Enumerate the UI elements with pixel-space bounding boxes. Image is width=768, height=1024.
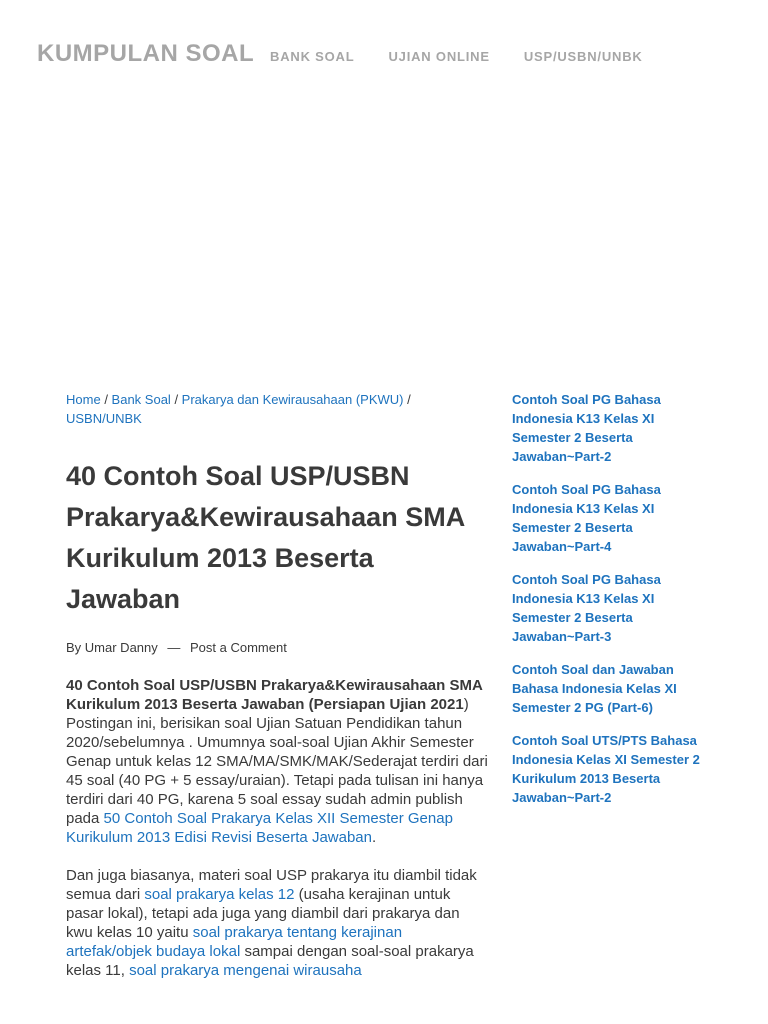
paragraph-text: Dan juga biasanya, materi soal USP prakarya itu diambil tidak semua dari [66,867,477,903]
sidebar-post-link[interactable]: Contoh Soal PG Bahasa Indonesia K13 Kelas XI Semester 2 Beserta Jawaban~Part-2 [512,392,661,464]
link-soal-wirausaha[interactable]: soal prakarya mengenai wirausaha [129,962,362,979]
nav-item-usp-usbn-unbk[interactable]: USP/USBN/UNBK [523,49,643,64]
breadcrumb-home[interactable]: Home [66,392,101,407]
main-nav [270,49,677,64]
breadcrumb [66,390,490,428]
breadcrumb-separator: / [104,392,112,407]
meta-by-label: By [66,640,85,655]
breadcrumb-separator: / [407,392,411,407]
article-body [66,676,490,980]
sidebar-post-link[interactable]: Contoh Soal UTS/PTS Bahasa Indonesia Kelas XI Semester 2 Kurikulum 2013 Beserta Jawaban~Part-2 [512,733,700,805]
breadcrumb-usbn-unbk[interactable]: USBN/UNBK [66,411,142,426]
paragraph-end: . [371,829,377,846]
post-comment-link[interactable]: Post a Comment [190,640,287,655]
ad-space [0,112,768,374]
main-content [66,390,490,999]
nav-item-ujian-online[interactable]: UJIAN ONLINE [388,49,490,64]
sidebar-post-link[interactable]: Contoh Soal PG Bahasa Indonesia K13 Kelas XI Semester 2 Beserta Jawaban~Part-3 [512,572,661,644]
breadcrumb-bank-soal[interactable]: Bank Soal [111,392,171,407]
site-title-link[interactable]: KUMPULAN SOAL [37,40,255,67]
link-soal-kelas-12[interactable]: soal prakarya kelas 12 [144,886,295,903]
related-post-link[interactable]: 50 Contoh Soal Prakarya Kelas XII Semester Genap Kurikulum 2013 Edisi Revisi Beserta Jawaban [66,810,453,846]
article-title: 40 Contoh Soal USP/USBN Prakarya&Kewirausahaan SMA Kurikulum 2013 Beserta Jawaban [66,461,465,614]
breadcrumb-separator: / [174,392,182,407]
paragraph-text: (usaha kerajinan untuk pasar lokal), tetapi ada juga yang diambil dari prakarya dan kwu kelas 10 yaitu [66,886,460,941]
article-meta [66,640,490,655]
author-link[interactable]: Umar Danny [84,640,158,655]
paragraph-text: Postingan ini, berisikan soal Ujian Satuan Pendidikan tahun 2020/sebelumnya . Umumnya soal-soal Ujian Akhir Semester Genap untuk kelas 12 SMA/MA/SMK/MAK/Sederajat terdiri dari 45 soal (40 PG + 5 essay/uraian). Tetapi pada tulisan ini hanya terdiri dari 40 PG, karena 5 soal essay sudah admin publish pada [66,715,488,827]
paragraph-text: sampai dengan soal-soal prakarya kelas 11, [66,943,474,979]
sidebar-post-link[interactable]: Contoh Soal dan Jawaban Bahasa Indonesia Kelas XI Semester 2 PG (Part-6) [512,662,677,715]
intro-bold-text: 40 Contoh Soal USP/USBN Prakarya&Kewirausahaan SMA Kurikulum 2013 Beserta Jawaban (Persiapan Ujian 2021 [66,677,483,713]
sidebar [512,390,712,821]
article-paragraph-2 [66,866,490,980]
breadcrumb-pkwu[interactable]: Prakarya dan Kewirausahaan (PKWU) [181,392,404,407]
nav-item-bank-soal[interactable]: BANK SOAL [270,49,355,64]
meta-separator: — [167,640,181,655]
link-soal-kerajinan[interactable]: soal prakarya tentang kerajinan artefak/objek budaya lokal [66,924,403,960]
sidebar-post-link[interactable]: Contoh Soal PG Bahasa Indonesia K13 Kelas XI Semester 2 Beserta Jawaban~Part-4 [512,482,661,554]
paren-close: ) [463,696,469,713]
article-paragraph-1 [66,676,490,847]
site-header [0,0,768,112]
